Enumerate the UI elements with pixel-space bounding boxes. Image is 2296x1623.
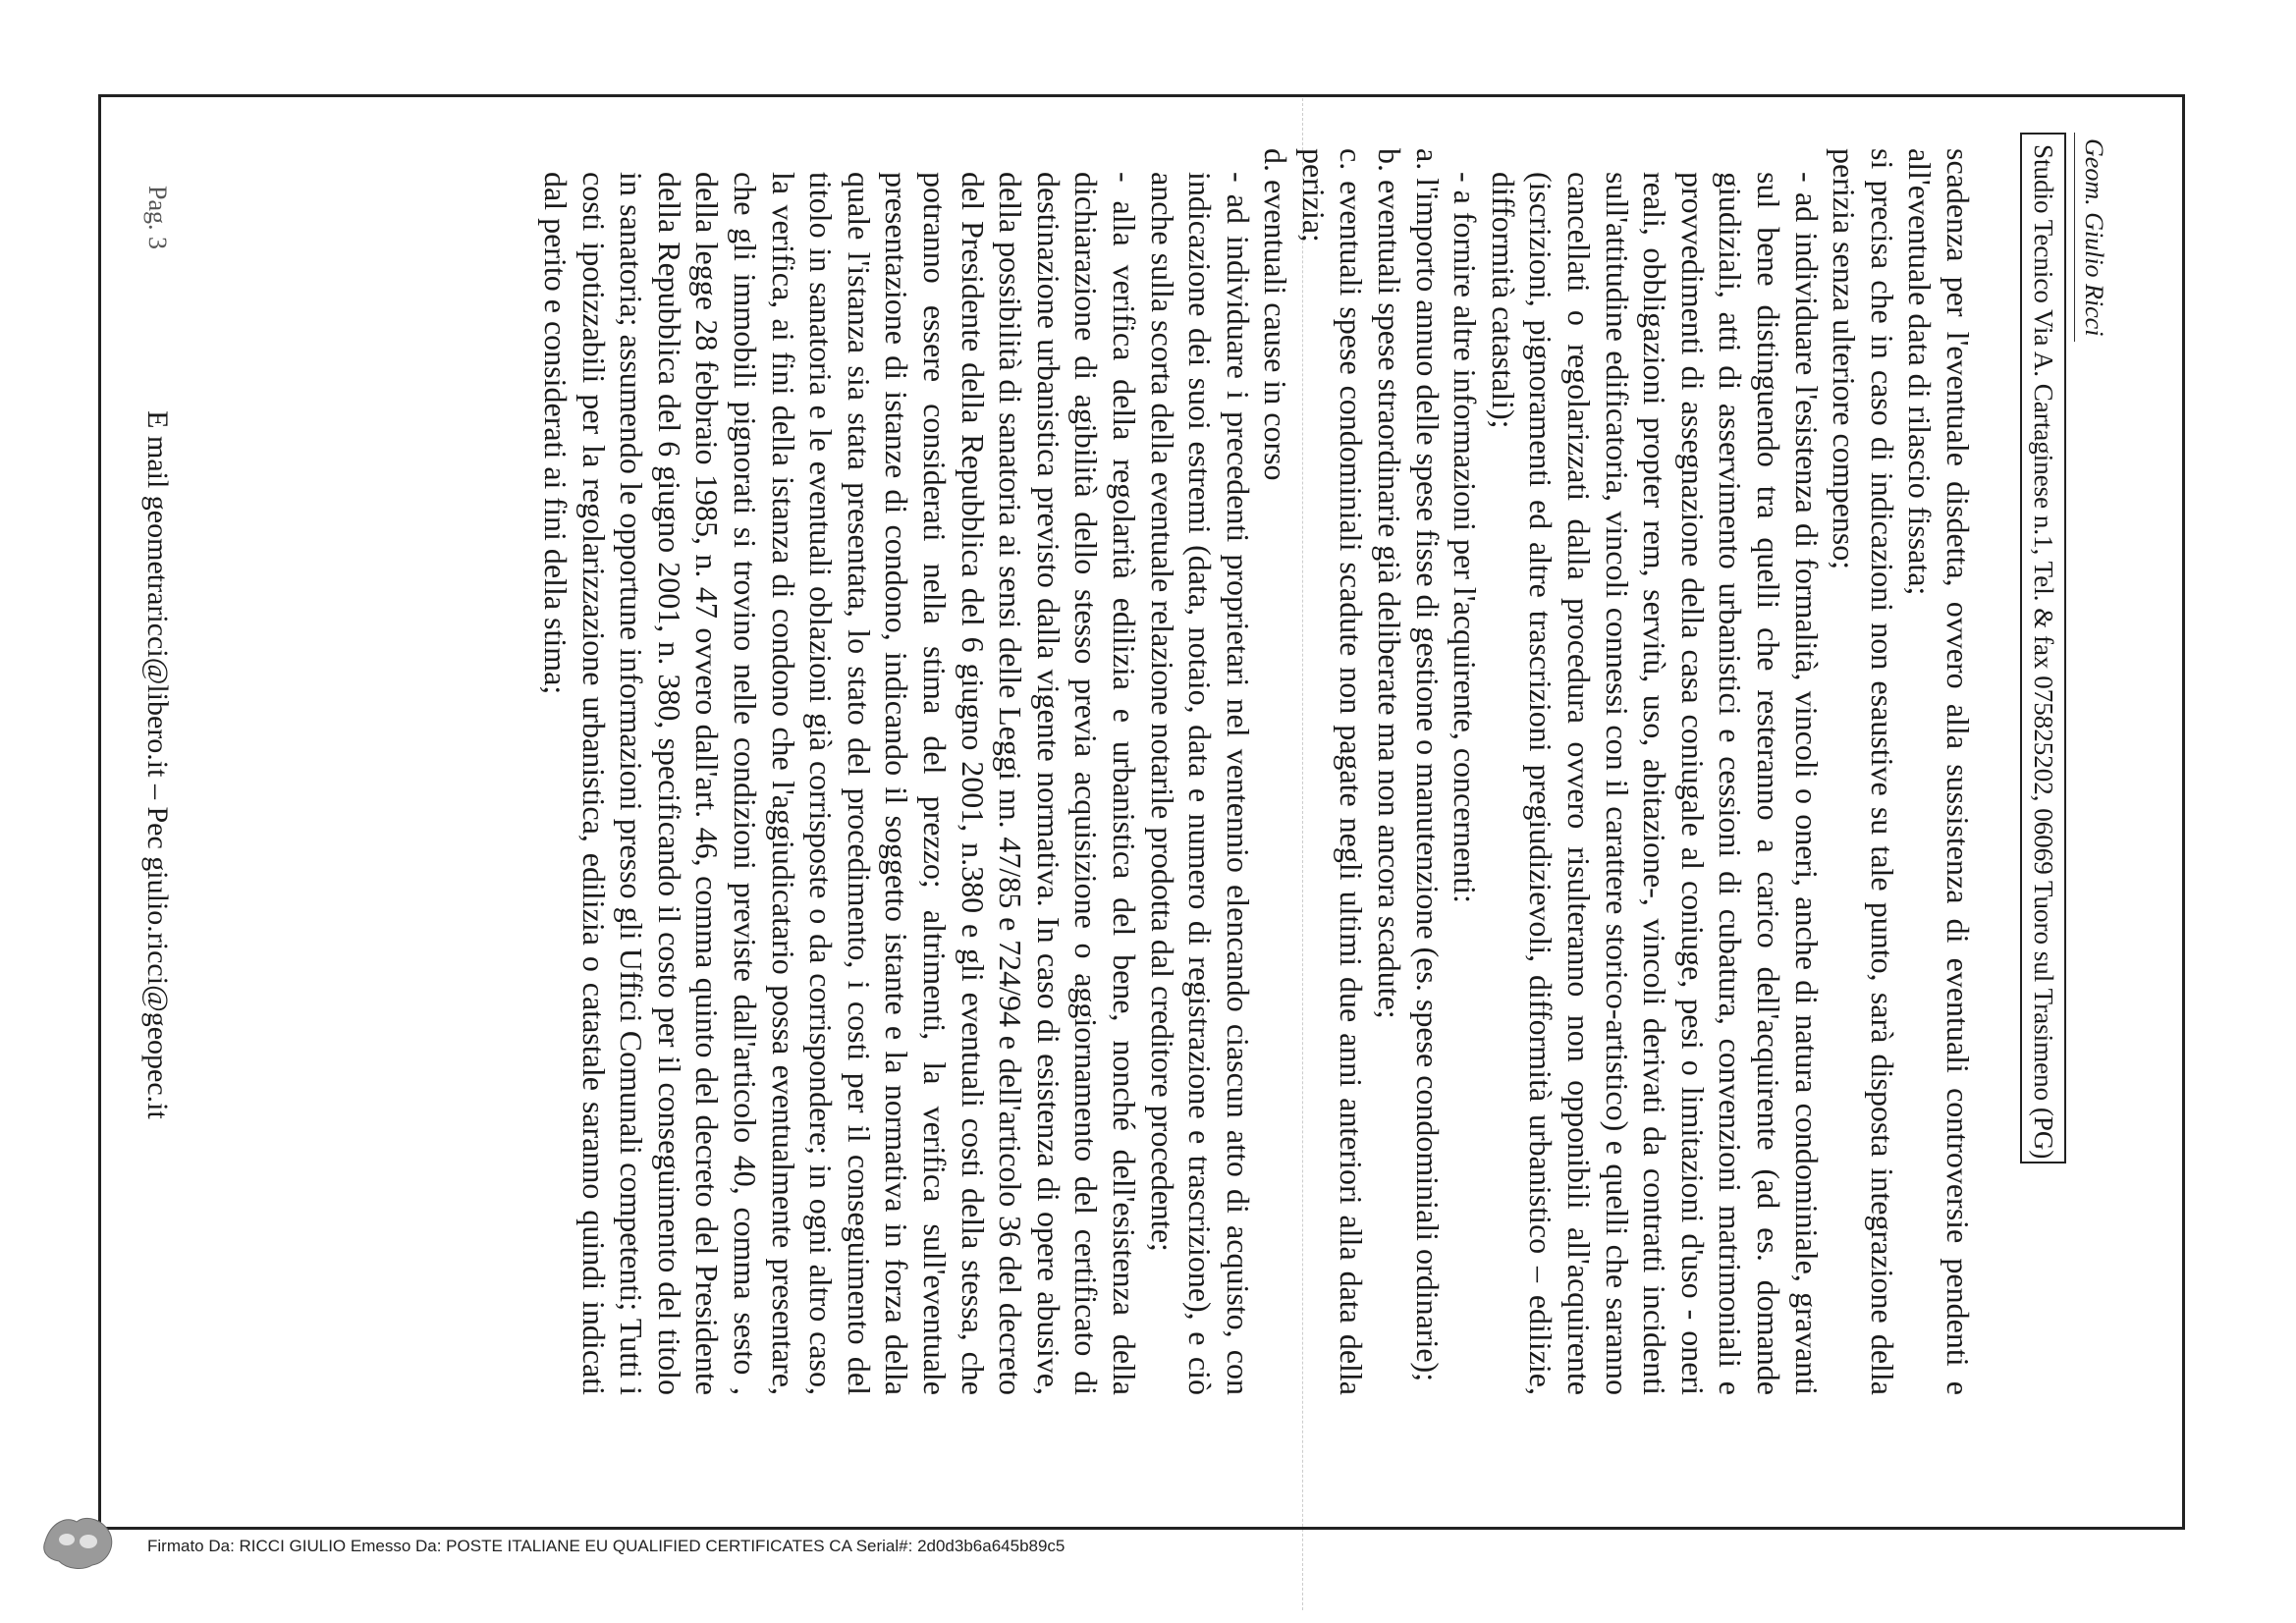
paragraph-informazioni: - a fornire altre informazioni per l'acquirente, concernenti: <box>1448 172 1484 903</box>
digital-signature-line: Firmato Da: RICCI GIULIO Emesso Da: POSTE ITALIANE EU QUALIFIED CERTIFICATES CA Serial#: 2d0d3b6a645b89c5 <box>147 1537 1066 1555</box>
rotated-page <box>83 117 2126 1413</box>
paragraph-proprietari: - ad individuare i precedenti proprietari nel ventennio elencando ciascun atto di acquisto, con indicazione dei suoi estremi (data, notaio, data e numero di registrazione e trascrizione), e ciò anche sulla scorta della eventuale relazione notarile prodotta dal creditore procedente; <box>1144 172 1256 1395</box>
footer-contacts: E mail geometraricci@libero.it – Pec giulio.ricci@geopec.it <box>141 410 174 1119</box>
page-number: Pag. 3 <box>143 186 172 249</box>
paragraph-regolarita: - alla verifica della regolarità edilizia e urbanistica del bene, nonché dell'esistenza della dichiarazione di agibilità dello stesso previa acquisizione o aggiornamento del certificato di destinazione urbanistica previsto dalla vigente normativa. In caso di esistenza di opere abusive, della possibilità di sanatoria ai sensi delle Leggi nn. 47/85 e 724/94 e dell'articolo 36 del decreto del Presidente della Repubblica del 6 giugno 2001, n.380 e gli eventuali costi della stessa, che potranno essere considerati nella stima del prezzo; altrimenti, la verifica sull'eventuale presentazione di istanze di condono, indicando il soggetto istante e la normativa in forza della quale l'istanza sia stata presentata, lo stato del procedimento, i costi per il conseguimento del titolo in sanatoria e le eventuali oblazioni già corrisposte o da corrispondere; in ogni altro caso, la verifica, ai fini della istanza di condono che l'aggiudicatario possa eventualmente presentare, che gli immobili pignorati si trovino nelle condizioni previste dall'articolo 40, comma sesto , della legge 28 febbraio 1985, n. 47 ovvero dall'art. 46, comma quinto del decreto del Presidente della Repubblica del 6 giugno 2001, n. 380, specificando il costo per il conseguimento del titolo in sanatoria; assumendo le opportune informazioni presso gli Uffici Comunali competenti; Tutti i costi ipotizzabili per la regolarizzazione urbanistica, edilizia o catastale saranno quindi indicati dal perito e considerati ai fini della stima; <box>538 172 1142 1395</box>
studio-address-box: Studio Tecnico Via A. Cartaginese n.1, Tel. & fax 075825202, 06069 Tuoro sul Trasimeno (PG) <box>2020 133 2066 1163</box>
paragraph-integrazione: si precisa che in caso di indicazioni non esaustive su tale punto, sarà disposta integrazione della perizia senza ulteriore compenso; <box>1827 148 1900 1395</box>
paragraph-disdetta: scadenza per l'eventuale disdetta, ovvero alla sussistenza di eventuali controversie pendenti e all'eventuale data di rilascio fissata; <box>1902 148 1976 1395</box>
list-item-a: a. l'importo annuo delle spese fisse di gestione o manutenzione (es. spese condominiali ordinarie); <box>1409 148 1446 1382</box>
list-item-b: b. eventuali spese straordinarie già deliberate ma non ancora scadute; <box>1372 148 1408 1019</box>
document-body <box>536 148 1977 1395</box>
list-item-c: c. eventuali spese condominiali scadute non pagate negli ultimi due anni anteriori alla data della perizia; <box>1295 148 1370 1395</box>
list-item-d: d. eventuali cause in corso <box>1258 148 1294 481</box>
surveyor-name: Geom. Giulio Ricci <box>2074 133 2108 342</box>
paragraph-formalita: - ad individuare l'esistenza di formalità, vincoli o oneri, anche di natura condominiale, gravanti sul bene distinguendo tra quelli che resteranno a carico dell'acquirente (ad es. domande giudiziali, atti di asservimento urbanistici e cessioni di cubatura, convenzioni matrimoniali e provvedimenti di assegnazione della casa coniugale al coniuge, pesi o limitazioni d'uso - oneri reali, obbligazioni propter rem, servitù, uso, abitazione-, vincoli derivati da contratti incidenti sull'attitudine edificatoria, vincoli connessi con il carattere storico-artistico) e quelli che saranno cancellati o regolarizzati dalla procedura ovvero risulteranno non opponibili all'acquirente (iscrizioni, pignoramenti ed altre trascrizioni pregiudizievoli, difformità urbanistico – edilizie, difformità catastali); <box>1485 172 1825 1395</box>
letterhead <box>2020 133 2108 1163</box>
digital-signature-seal-icon <box>37 1512 118 1571</box>
